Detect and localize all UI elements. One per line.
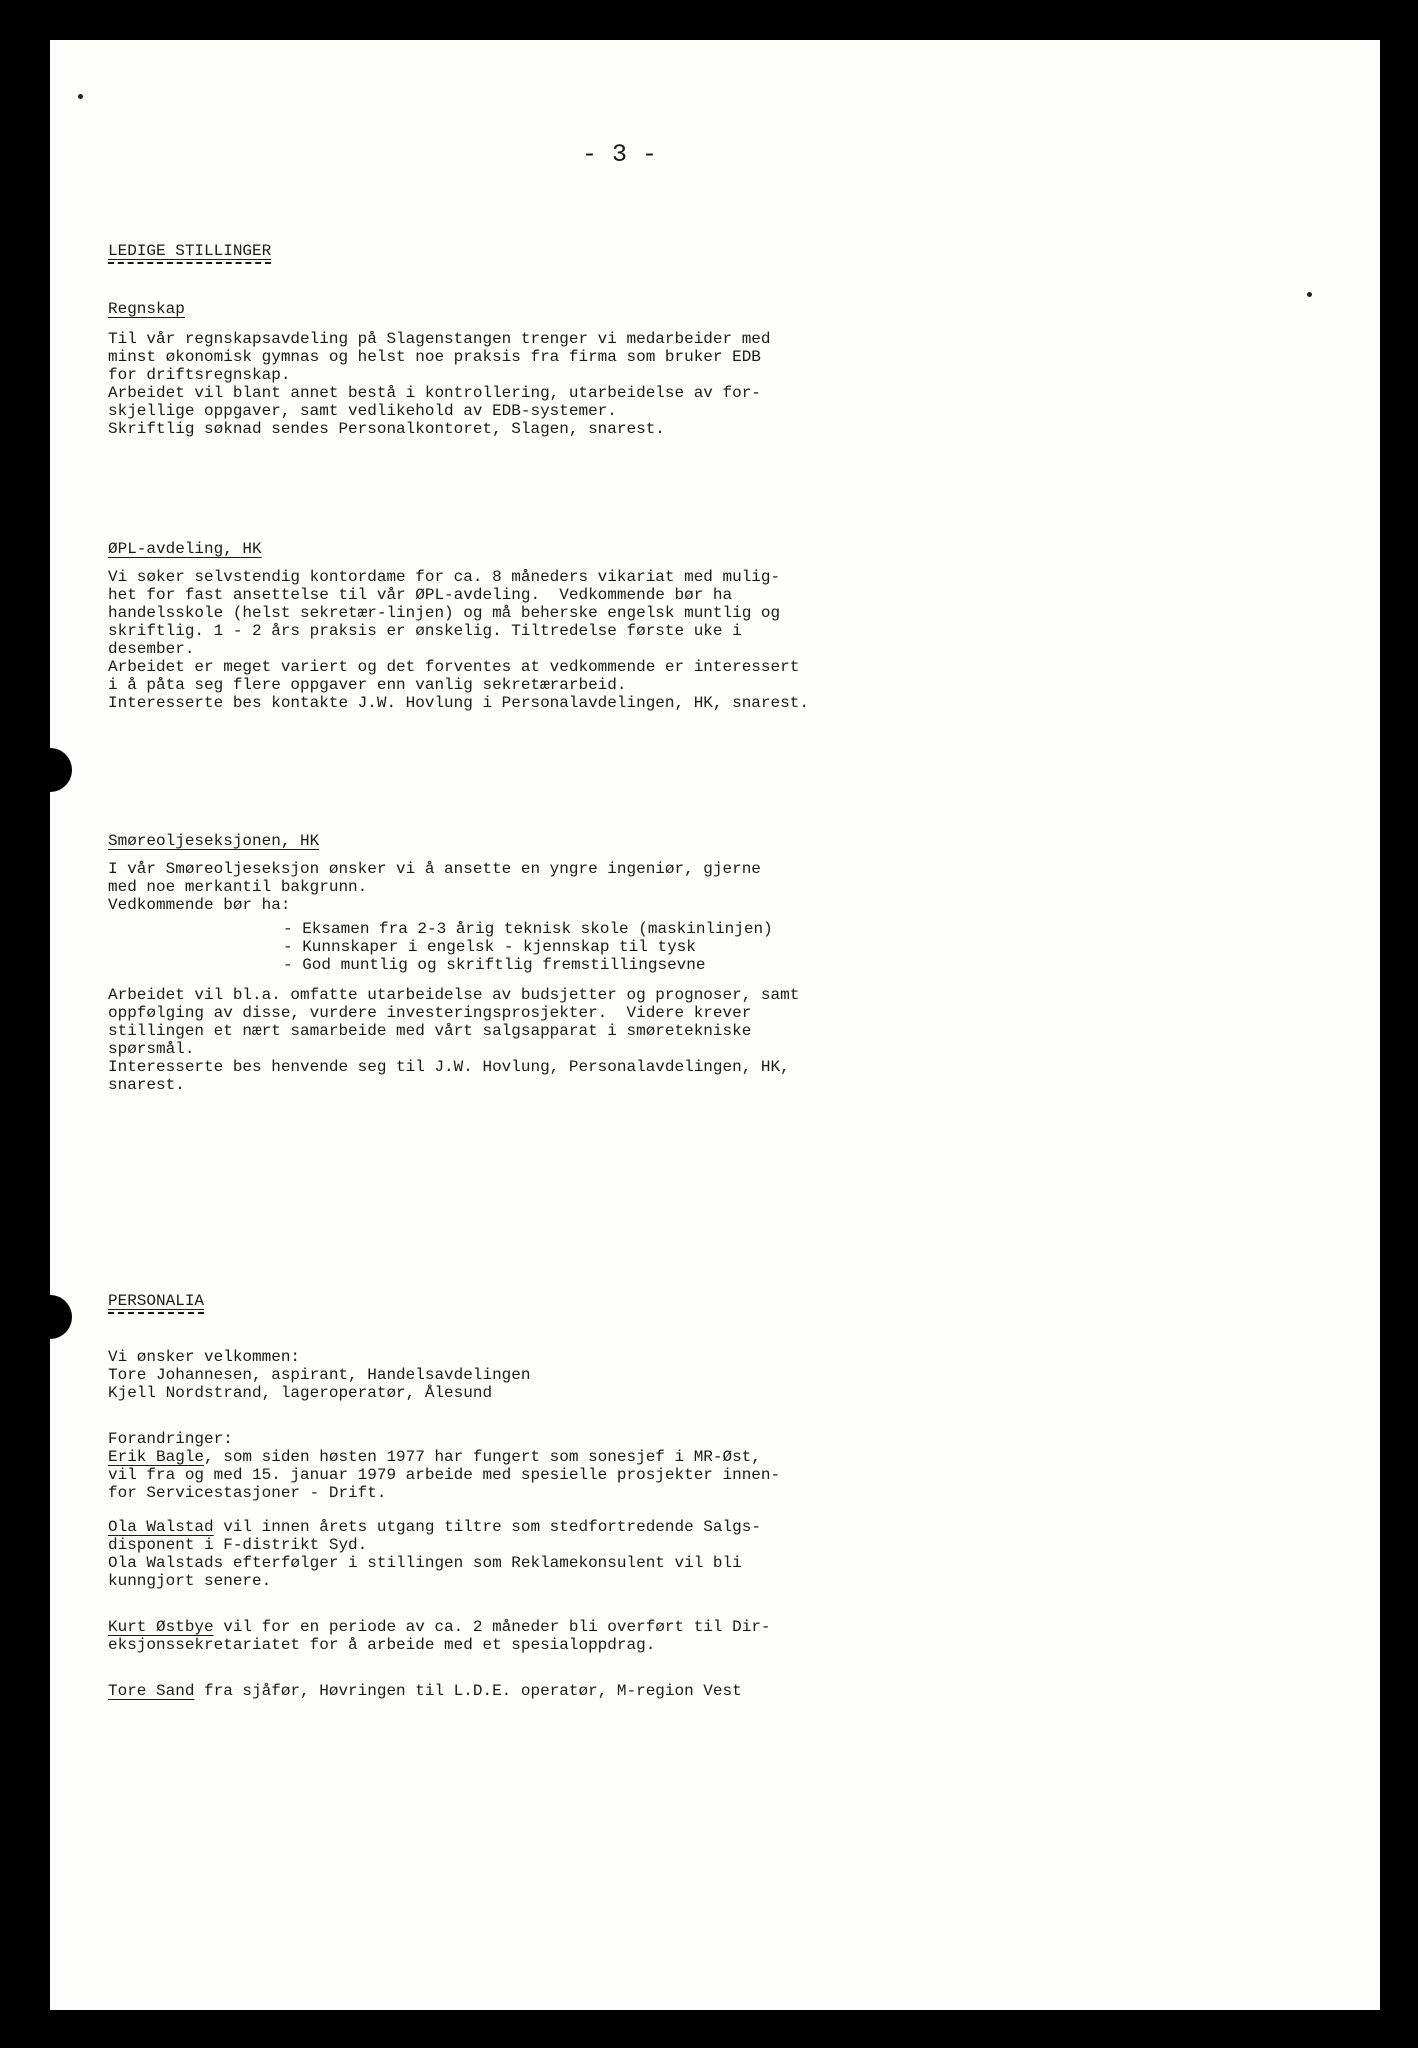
text-line: med noe merkantil bakgrunn. xyxy=(108,878,368,896)
text-line: spørsmål. xyxy=(108,1040,195,1058)
person-name: Kurt Østbye xyxy=(108,1618,214,1636)
text-line: snarest. xyxy=(108,1076,185,1094)
text-line: disponent i F-distrikt Syd. xyxy=(108,1536,368,1554)
text-line: I vår Smøreoljeseksjon ønsker vi å ansette en yngre ingeniør, gjerne xyxy=(108,860,761,878)
text-line: Ola Walstads efterfølger i stillingen som Reklamekonsulent vil bli xyxy=(108,1554,742,1572)
page-number: - 3 - xyxy=(582,140,658,169)
text-line: minst økonomisk gymnas og helst noe praksis fra firma som bruker EDB xyxy=(108,348,761,366)
text-line: skriftlig. 1 - 2 års praksis er ønskelig. Tiltredelse første uke i xyxy=(108,622,742,640)
text-line: i å påta seg flere oppgaver enn vanlig sekretærarbeid. xyxy=(108,676,627,694)
text-line: Arbeidet vil blant annet bestå i kontrollering, utarbeidelse av for- xyxy=(108,384,761,402)
text-line: handelsskole (helst sekretær-linjen) og må beherske engelsk muntlig og xyxy=(108,604,781,622)
bullet-item: - Eksamen fra 2-3 årig teknisk skole (maskinlinjen) xyxy=(283,920,773,938)
text-line: skjellige oppgaver, samt vedlikehold av EDB-systemer. xyxy=(108,402,617,420)
text-fragment: vil innen årets utgang tiltre som stedfortredende Salgs- xyxy=(213,1518,761,1536)
text-line xyxy=(108,1518,1368,1536)
bullet-item: - Kunnskaper i engelsk - kjennskap til tysk xyxy=(283,938,696,956)
person-name: Ola Walstad xyxy=(108,1518,214,1536)
text-line: for driftsregnskap. xyxy=(108,366,291,384)
scan-speck xyxy=(78,94,83,99)
text-line xyxy=(108,1618,1368,1636)
text-line xyxy=(108,1682,1368,1700)
section-heading: LEDIGE STILLINGER xyxy=(108,242,271,264)
text-line: het for fast ansettelse til vår ØPL-avdeling. Vedkommende bør ha xyxy=(108,586,733,604)
text-fragment: fra sjåfør, Høvringen til L.D.E. operatør, M-region Vest xyxy=(194,1682,742,1700)
scan-speck xyxy=(1307,292,1312,297)
punch-hole xyxy=(28,1295,72,1339)
text-line xyxy=(108,1448,1368,1466)
text-line: desember. xyxy=(108,640,195,658)
text-line: Til vår regnskapsavdeling på Slagenstangen trenger vi medarbeider med xyxy=(108,330,771,348)
person-name: Tore Sand xyxy=(108,1682,195,1700)
text-line: Interesserte bes henvende seg til J.W. Hovlung, Personalavdelingen, HK, xyxy=(108,1058,790,1076)
text-line: Kjell Nordstrand, lageroperatør, Ålesund xyxy=(108,1384,493,1402)
section-ledige-stillinger xyxy=(108,242,1368,264)
text-line: Arbeidet vil bl.a. omfatte utarbeidelse av budsjetter og prognoser, samt xyxy=(108,986,800,1004)
punch-hole xyxy=(28,748,72,792)
section-opl xyxy=(108,540,1368,712)
subsection-heading: Regnskap xyxy=(108,300,185,318)
text-line: Skriftlig søknad sendes Personalkontoret, Slagen, snarest. xyxy=(108,420,665,438)
text-line: Vi søker selvstendig kontordame for ca. 8 måneders vikariat med mulig- xyxy=(108,568,781,586)
text-line: Vi ønsker velkommen: xyxy=(108,1348,301,1366)
text-line: for Servicestasjoner - Drift. xyxy=(108,1484,387,1502)
text-line: vil fra og med 15. januar 1979 arbeide med spesielle prosjekter innen- xyxy=(108,1466,781,1484)
text-fragment: vil for en periode av ca. 2 måneder bli overført til Dir- xyxy=(213,1618,771,1636)
text-fragment: , som siden høsten 1977 har fungert som sonesjef i MR-Øst, xyxy=(204,1448,761,1466)
text-line: Arbeidet er meget variert og det forventes at vedkommende er interessert xyxy=(108,658,800,676)
section-regnskap xyxy=(108,300,1368,438)
text-line: Tore Johannesen, aspirant, Handelsavdelingen xyxy=(108,1366,531,1384)
section-smoreolje xyxy=(108,832,1368,1094)
text-line: kunngjort senere. xyxy=(108,1572,272,1590)
text-line: oppfølging av disse, vurdere investeringsprosjekter. Videre krever xyxy=(108,1004,752,1022)
person-name: Erik Bagle xyxy=(108,1448,205,1466)
section-heading: PERSONALIA xyxy=(108,1292,204,1314)
text-line: eksjonssekretariatet for å arbeide med et spesialoppdrag. xyxy=(108,1636,656,1654)
section-personalia xyxy=(108,1292,1368,1700)
text-line: Forandringer: xyxy=(108,1430,233,1448)
bullet-item: - God muntlig og skriftlig fremstillingsevne xyxy=(283,956,706,974)
subsection-heading: Smøreoljeseksjonen, HK xyxy=(108,832,320,850)
text-line: Vedkommende bør ha: xyxy=(108,896,291,914)
document-page xyxy=(50,40,1380,2010)
subsection-heading: ØPL-avdeling, HK xyxy=(108,540,262,558)
text-line: Interesserte bes kontakte J.W. Hovlung i Personalavdelingen, HK, snarest. xyxy=(108,694,809,712)
text-line: stillingen et nært samarbeide med vårt salgsapparat i smøretekniske xyxy=(108,1022,752,1040)
